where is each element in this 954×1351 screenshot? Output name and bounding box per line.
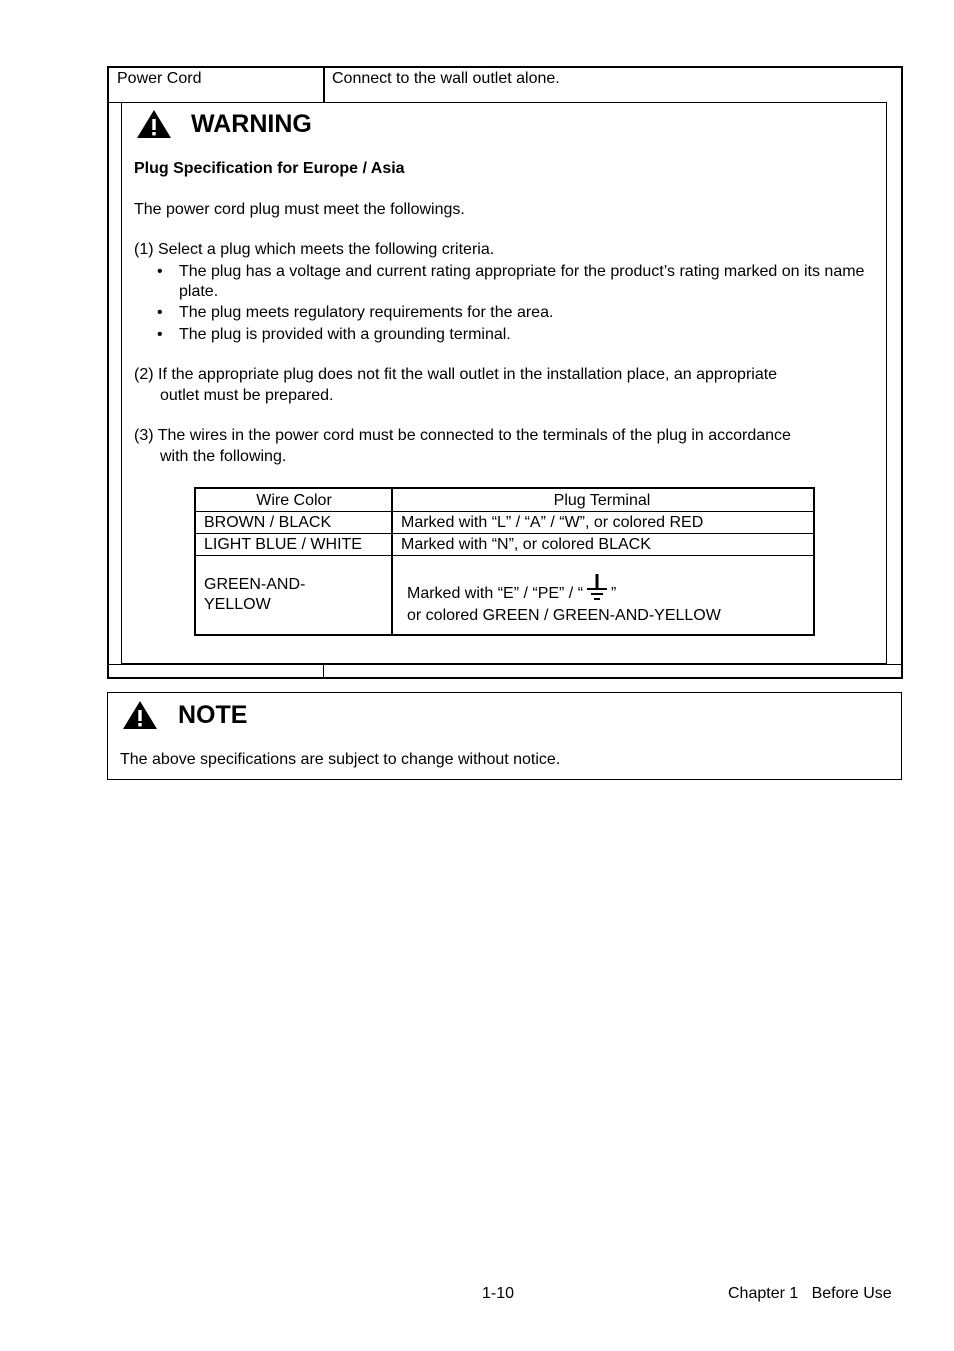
table-cell-wire-color: BROWN / BLACK	[204, 514, 332, 531]
note-title: NOTE	[178, 701, 248, 729]
step-2-line-2: outlet must be prepared.	[160, 387, 334, 404]
bullet-text: The plug meets regulatory requirements for the area.	[179, 304, 554, 321]
criteria-bullet	[157, 262, 879, 302]
spec-item-label: Power Cord	[117, 70, 202, 87]
table-row-divider	[196, 555, 813, 556]
chapter-label: Chapter 1 Before Use	[728, 1285, 892, 1302]
step-1: (1) Select a plug which meets the following criteria.	[134, 241, 495, 258]
table-cell-wire-color: LIGHT BLUE / WHITE	[204, 536, 362, 553]
table-cell-wire-color-line-2: YELLOW	[204, 596, 271, 613]
table-header-plug-terminal: Plug Terminal	[553, 492, 651, 509]
step-2-line-1: (2) If the appropriate plug does not fit the wall outlet in the installation place, an appropriate	[134, 366, 778, 383]
warning-triangle-icon	[136, 109, 172, 139]
step-3-line-1: (3) The wires in the power cord must be connected to the terminals of the plug in accordance	[134, 427, 791, 444]
warning-title: WARNING	[191, 110, 312, 138]
ground-terminal-prefix: Marked with “E” / “PE” / “	[407, 585, 584, 602]
table-row-divider	[196, 533, 813, 534]
ground-symbol-icon	[586, 574, 608, 602]
ground-terminal-suffix: ”	[611, 585, 617, 602]
bullet-icon: •	[157, 304, 163, 321]
table-cell-plug-terminal: Marked with “N”, or colored BLACK	[401, 536, 651, 553]
note-text: The above specifications are subject to change without notice.	[120, 751, 561, 768]
table-header-wire-color: Wire Color	[256, 492, 332, 509]
spec-item-value: Connect to the wall outlet alone.	[332, 70, 560, 87]
criteria-bullet	[157, 303, 879, 323]
warning-triangle-icon	[122, 700, 158, 730]
wire-color-table	[194, 487, 815, 636]
bullet-text: The plug has a voltage and current rating appropriate for the product’s rating marked on its name plate.	[179, 263, 865, 300]
warning-subtitle: Plug Specification for Europe / Asia	[134, 160, 405, 177]
criteria-bullet	[157, 325, 879, 345]
page-number: 1-10	[482, 1285, 515, 1302]
step-3-line-2: with the following.	[160, 448, 287, 465]
bullet-icon: •	[157, 263, 163, 280]
table-cell-plug-terminal: Marked with “L” / “A” / “W”, or colored RED	[401, 514, 704, 531]
ground-terminal-line-1	[407, 574, 616, 604]
row-divider-bottom	[109, 664, 901, 665]
bullet-text: The plug is provided with a grounding terminal.	[179, 326, 511, 343]
note-box	[107, 692, 902, 780]
table-cell-wire-color-line-1: GREEN-AND-	[204, 576, 306, 593]
bullet-icon: •	[157, 326, 163, 343]
column-divider-bottom	[323, 664, 324, 677]
column-divider	[323, 68, 325, 103]
table-row-divider	[196, 511, 813, 512]
warning-intro: The power cord plug must meet the followings.	[134, 201, 465, 218]
ground-terminal-line-2: or colored GREEN / GREEN-AND-YELLOW	[407, 607, 721, 624]
